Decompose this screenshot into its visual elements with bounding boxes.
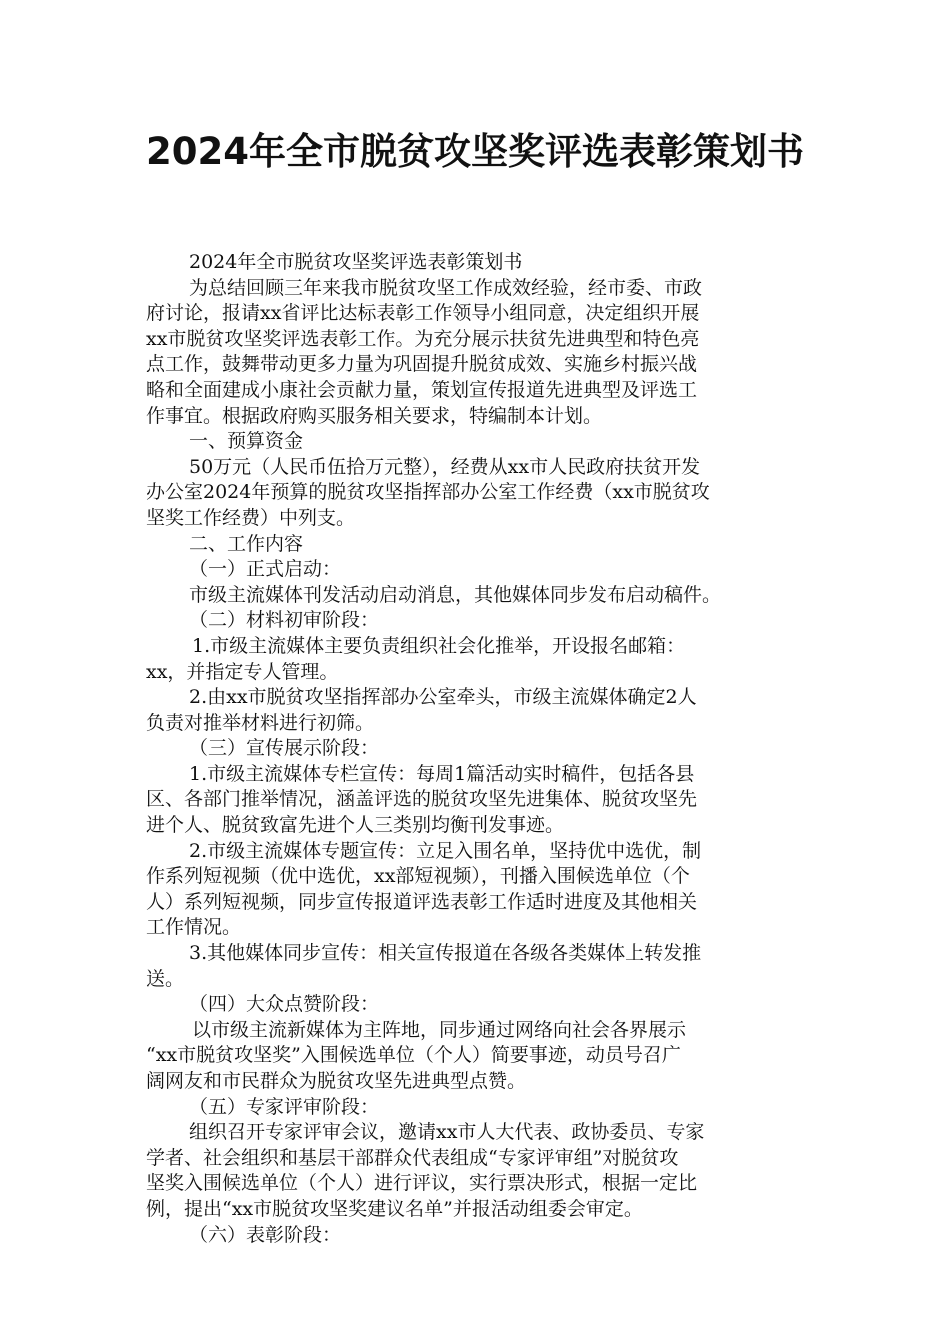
body-line: 区、各部门推举情况，涵盖评选的脱贫攻坚先进集体、脱贫攻坚先 <box>146 788 698 811</box>
section-heading: 二、工作内容 <box>189 532 304 555</box>
document-body <box>146 250 808 1248</box>
subsection-heading: （二）材料初审阶段： <box>189 609 380 632</box>
body-line: 2024年全市脱贫攻坚奖评选表彰策划书 <box>189 251 523 273</box>
body-line: xx，并指定专人管理。 <box>146 660 339 683</box>
body-line: 作系列短视频（优中选优，xx部短视频），刊播入围候选单位（个 <box>146 865 690 888</box>
body-line: 1.市级主流媒体主要负责组织社会化推举，开设报名邮箱： <box>192 634 686 657</box>
body-line: 工作情况。 <box>146 916 242 939</box>
body-line: 1.市级主流媒体专栏宣传：每周1篇活动实时稿件，包括各县 <box>189 762 695 785</box>
body-line: “xx市脱贫攻坚奖”入围候选单位（个人）简要事迹，动员号召广 <box>146 1044 681 1067</box>
subsection-heading: （五）专家评审阶段： <box>189 1095 380 1118</box>
body-line: 为总结回顾三年来我市脱贫攻坚工作成效经验，经市委、市政 <box>189 276 703 299</box>
body-line: 办公室2024年预算的脱贫攻坚指挥部办公室工作经费（xx市脱贫攻 <box>146 481 710 504</box>
document-title: 2024年全市脱贫攻坚奖评选表彰策划书 <box>146 130 804 173</box>
subsection-heading: （四）大众点赞阶段： <box>189 993 380 1016</box>
body-line: 3.其他媒体同步宣传：相关宣传报道在各级各类媒体上转发推 <box>189 942 702 965</box>
body-line: 坚奖入围候选单位（个人）进行评议，实行票决形式，根据一定比 <box>146 1172 698 1195</box>
body-line: 组织召开专家评审会议，邀请xx市人大代表、政协委员、专家 <box>189 1121 705 1144</box>
body-line: 作事宜。根据政府购买服务相关要求，特编制本计划。 <box>146 404 603 427</box>
body-line: 市级主流媒体刊发活动启动消息，其他媒体同步发布启动稿件。 <box>189 583 722 606</box>
body-line: 学者、社会组织和基层干部群众代表组成“专家评审组”对脱贫攻 <box>146 1146 679 1169</box>
body-line: 例，提出“xx市脱贫攻坚奖建议名单”并报活动组委会审定。 <box>146 1197 643 1220</box>
body-line: 2.由xx市脱贫攻坚指挥部办公室牵头，市级主流媒体确定2人 <box>189 686 697 709</box>
body-line: 负责对推举材料进行初筛。 <box>146 711 375 734</box>
body-line: 人）系列短视频，同步宣传报道评选表彰工作适时进度及其他相关 <box>146 890 698 913</box>
body-line: xx市脱贫攻坚奖评选表彰工作。为充分展示扶贫先进典型和特色亮 <box>146 327 700 350</box>
body-line: 点工作，鼓舞带动更多力量为巩固提升脱贫成效、实施乡村振兴战 <box>146 353 698 376</box>
subsection-heading: （三）宣传展示阶段： <box>189 737 380 760</box>
body-line: 进个人、脱贫致富先进个人三类别均衡刊发事迹。 <box>146 814 565 837</box>
body-line: 送。 <box>146 967 185 990</box>
body-line: 阔网友和市民群众为脱贫攻坚先进典型点赞。 <box>146 1070 527 1092</box>
body-line: 坚奖工作经费）中列支。 <box>146 506 356 529</box>
body-line: 2.市级主流媒体专题宣传：立足入围名单，坚持优中选优，制 <box>189 839 702 862</box>
subsection-heading: （六）表彰阶段： <box>189 1223 342 1246</box>
body-line: 50万元（人民币伍拾万元整），经费从xx市人民政府扶贫开发 <box>189 455 701 478</box>
body-line: 略和全面建成小康社会贡献力量，策划宣传报道先进典型及评选工 <box>146 378 698 401</box>
subsection-heading: （一）正式启动： <box>189 558 342 581</box>
body-line: 府讨论，报请xx省评比达标表彰工作领导小组同意，决定组织开展 <box>146 302 700 325</box>
section-heading: 一、预算资金 <box>189 430 304 453</box>
body-line: 以市级主流新媒体为主阵地，同步通过网络向社会各界展示 <box>192 1018 687 1041</box>
